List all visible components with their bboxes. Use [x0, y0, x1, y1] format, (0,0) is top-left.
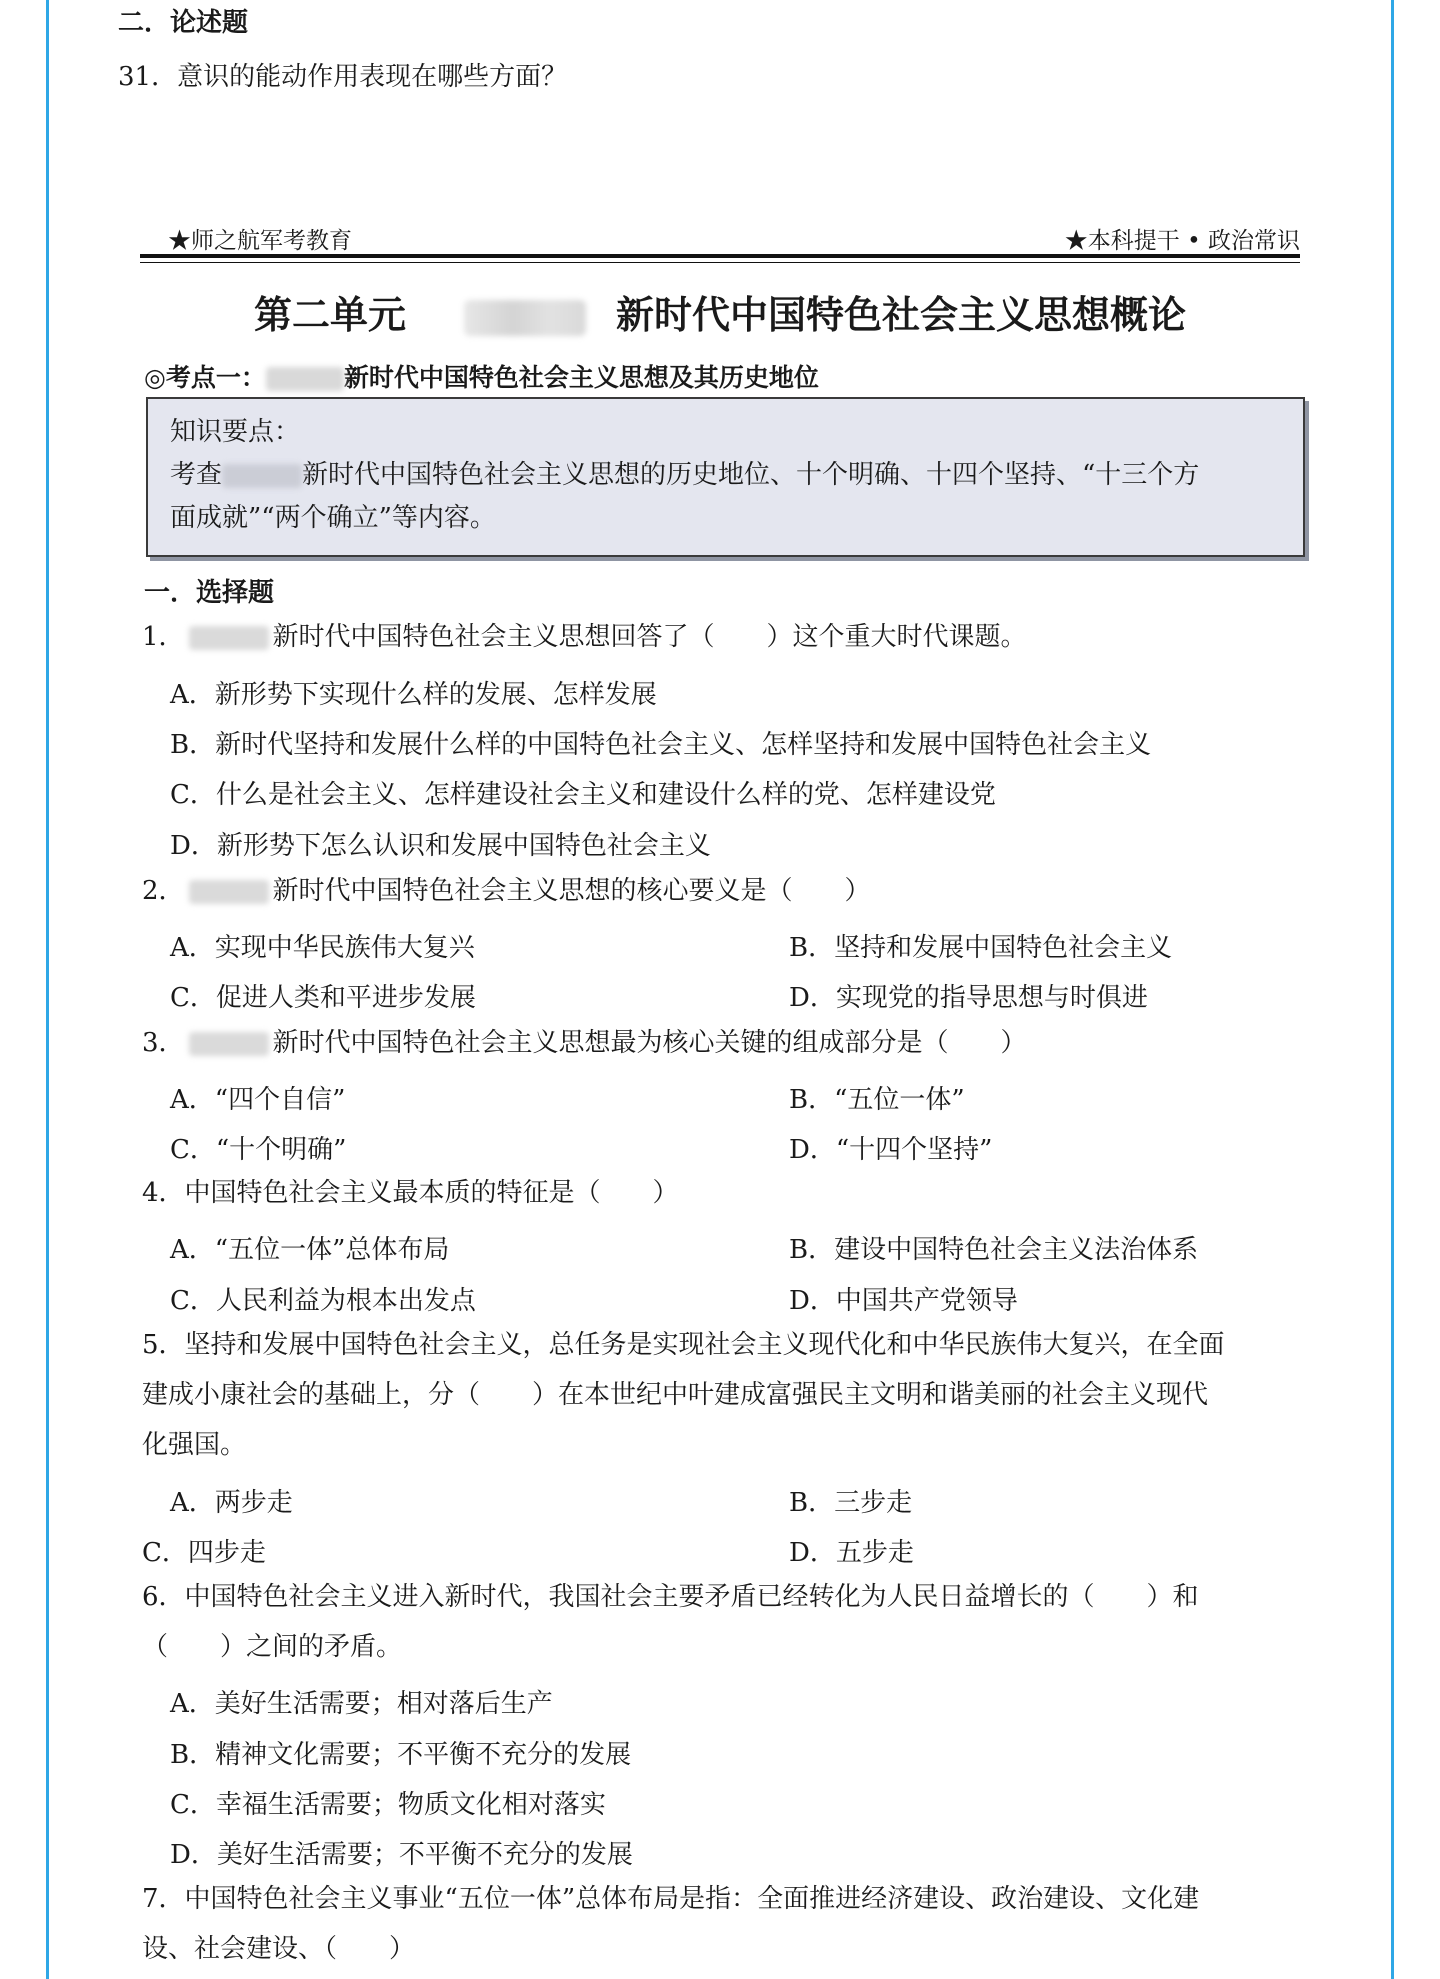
option: B．精神文化需要；不平衡不充分的发展	[170, 1740, 632, 1770]
option: C．什么是社会主义、怎样建设社会主义和建设什么样的党、怎样建设党	[170, 780, 996, 810]
option: D．五步走	[789, 1538, 914, 1568]
option: C．人民利益为根本出发点	[170, 1286, 476, 1316]
question-line	[142, 1874, 1304, 1924]
option: D．实现党的指导思想与时俱进	[789, 983, 1148, 1013]
question-line	[142, 1320, 1304, 1370]
option: D．美好生活需要；不平衡不充分的发展	[170, 1840, 633, 1870]
header-subject: ★本科提干 • 政治常识	[1064, 228, 1300, 254]
question-31: 31．意识的能动作用表现在哪些方面？	[118, 62, 568, 92]
question-1	[142, 612, 1304, 662]
section-heading-choice: 一．选择题	[144, 578, 275, 608]
question-stem: 中国特色社会主义事业“五位一体”总体布局是指：全面推进经济建设、政治建设、文化建	[184, 1884, 1200, 1914]
redacted-text	[189, 626, 269, 650]
question-line: 设、社会建设、（ ）	[142, 1934, 416, 1964]
question-number: 1．	[142, 622, 185, 652]
question-number: 7．	[142, 1884, 185, 1914]
option: A．实现中华民族伟大复兴	[170, 933, 475, 963]
option: C．“十个明确”	[170, 1135, 347, 1165]
unit-title	[140, 284, 1300, 339]
question-7	[142, 1874, 1304, 1974]
question-4	[142, 1168, 1304, 1218]
option: C．四步走	[142, 1538, 266, 1568]
question-number: 3．	[142, 1028, 185, 1058]
option: B．建设中国特色社会主义法治体系	[789, 1235, 1199, 1265]
question-3	[142, 1018, 1304, 1068]
question-stem: 新时代中国特色社会主义思想最为核心关键的组成部分是（ ）	[272, 1028, 1027, 1058]
option: B．坚持和发展中国特色社会主义	[789, 933, 1173, 963]
section-heading-essay: 二．论述题	[118, 8, 249, 38]
option: A．美好生活需要；相对落后生产	[170, 1689, 553, 1719]
kaodian-name: 新时代中国特色社会主义思想及其历史地位	[343, 363, 819, 392]
knowledge-points-box	[146, 397, 1305, 557]
option: A．新形势下实现什么样的发展、怎样发展	[170, 680, 657, 710]
question-5	[142, 1320, 1304, 1470]
knowledge-text: 新时代中国特色社会主义思想的历史地位、十个明确、十四个坚持、“十三个方	[302, 460, 1200, 490]
unit-name: 新时代中国特色社会主义思想概论	[616, 293, 1187, 337]
question-number: 6．	[142, 1582, 185, 1612]
knowledge-line-1	[170, 454, 1281, 497]
option: C．促进人类和平进步发展	[170, 983, 476, 1013]
kaodian-prefix: ◎考点一：	[144, 363, 266, 392]
question-line	[142, 1572, 1304, 1622]
question-number: 5．	[142, 1330, 185, 1360]
question-line: 化强国。	[142, 1430, 247, 1460]
question-stem: 坚持和发展中国特色社会主义，总任务是实现社会主义现代化和中华民族伟大复兴，在全面	[184, 1330, 1225, 1360]
kaodian-title	[144, 358, 819, 394]
header-rule	[140, 254, 1300, 258]
question-line: （ ）之间的矛盾。	[142, 1632, 403, 1662]
option: B．“五位一体”	[789, 1085, 965, 1115]
option: A．“四个自信”	[170, 1085, 346, 1115]
option: A．两步走	[170, 1488, 293, 1518]
knowledge-line-2: 面成就”“两个确立”等内容。	[170, 503, 496, 533]
option: A．“五位一体”总体布局	[170, 1235, 450, 1265]
question-number: 4．	[142, 1178, 185, 1208]
question-stem: 中国特色社会主义进入新时代，我国社会主要矛盾已经转化为人民日益增长的（ ）和	[184, 1582, 1199, 1612]
question-2	[142, 866, 1304, 916]
redacted-text	[266, 367, 344, 391]
option: B．新时代坚持和发展什么样的中国特色社会主义、怎样坚持和发展中国特色社会主义	[170, 730, 1152, 760]
question-number: 2．	[142, 876, 185, 906]
question-stem: 新时代中国特色社会主义思想的核心要义是（ ）	[272, 876, 871, 906]
redacted-text	[222, 464, 302, 488]
question-stem: 中国特色社会主义最本质的特征是（ ）	[184, 1178, 679, 1208]
unit-prefix: 第二单元	[253, 293, 406, 337]
redacted-text	[189, 1032, 269, 1056]
option: D．中国共产党领导	[789, 1286, 1018, 1316]
question-6	[142, 1572, 1304, 1672]
option: B．三步走	[789, 1488, 913, 1518]
header-publisher: ★师之航军考教育	[168, 228, 352, 254]
redacted-text	[189, 880, 269, 904]
question-line: 建成小康社会的基础上，分（ ）在本世纪中叶建成富强民主文明和谐美丽的社会主义现代	[142, 1380, 1209, 1410]
option: D．“十四个坚持”	[789, 1135, 993, 1165]
header-rule-thin	[140, 262, 1300, 263]
question-stem: 新时代中国特色社会主义思想回答了（ ）这个重大时代课题。	[272, 622, 1027, 652]
knowledge-label: 知识要点：	[170, 417, 301, 447]
redacted-text	[464, 300, 586, 336]
knowledge-text: 考查	[170, 460, 223, 490]
option: C．幸福生活需要；物质文化相对落实	[170, 1790, 606, 1820]
option: D．新形势下怎么认识和发展中国特色社会主义	[170, 831, 711, 861]
